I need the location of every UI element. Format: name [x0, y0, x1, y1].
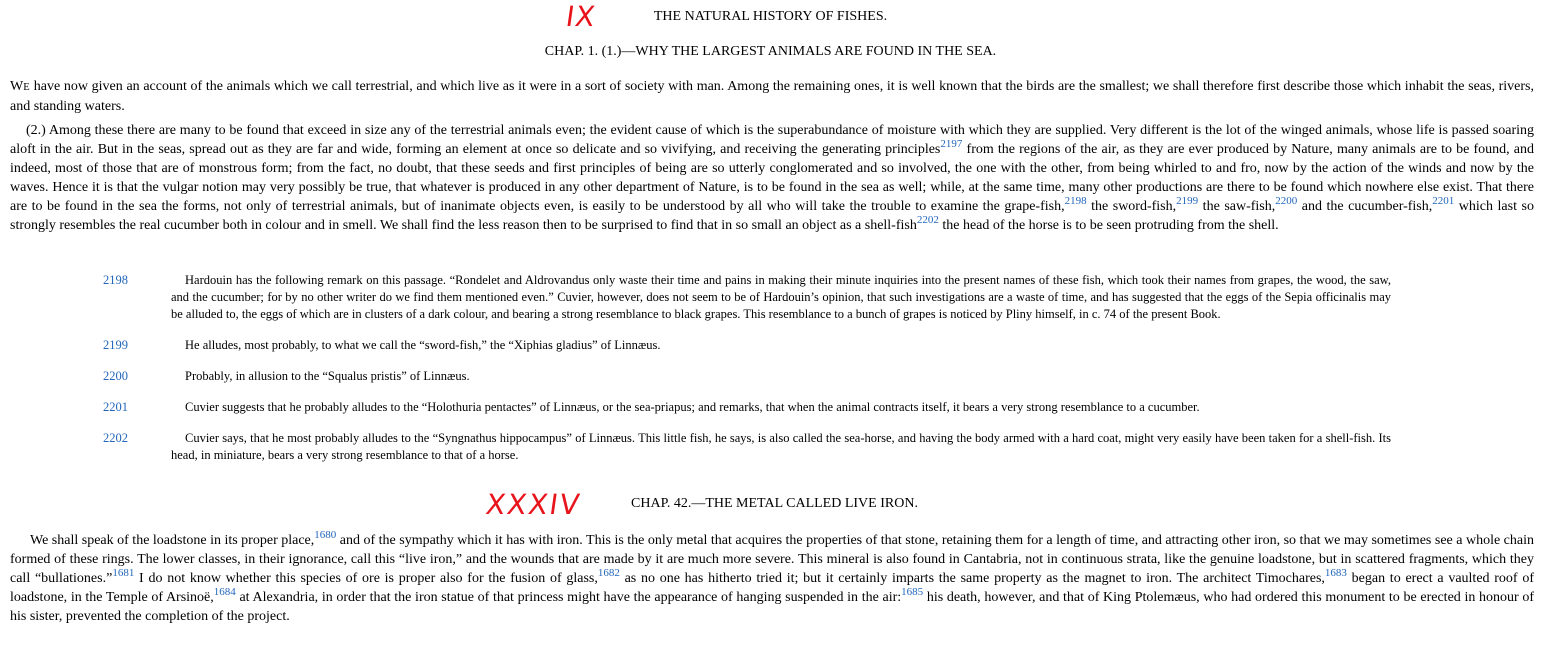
footnote-number[interactable]: 2202	[103, 431, 128, 445]
footnote-ref-2197[interactable]: 2197	[940, 138, 963, 150]
footnote-ref-2199[interactable]: 2199	[1176, 195, 1199, 207]
footnote-number[interactable]: 2201	[103, 400, 128, 414]
chapter-42-paragraph: We shall speak of the loadstone in its proper place,$^{1680}$ and of the sympathy which it has with iron. This is the only metal that acquires the properties of that stone, retaining them for a length of time, and attracting other iron, so that we may sometimes see a whole chain formed of these rings. The lower classes, in their ignorance, call this “live iron,” and the wounds that are made by it are much more severe. This mineral is also found in Cantabria, not in continuous strata, like the genuine loadstone, but in scattered fragments, which they call “bullationes.”$^{1681}$ I do not know whether this species of ore is proper also for the fusion of glass,$^{1682}$ as no one has hitherto tried it; but it certainly imparts the same property as the magnet to iron. The architect Timochares,$^{1683}$ began to erect a vaulted roof of loadstone, in the Temple of Arsinoë,$^{1684}$ at Alexandria, in order that the iron statue of that princess might have the appearance of hanging suspended in the air:$^{1685}$ his death, however, and that of King Ptolemæus, who had ordered this monument to be erected in honour of his sister, prevented the completion of the project.	[10, 529, 1535, 624]
handwritten-roman-numeral-ix: IX	[563, 0, 598, 33]
footnote-text: Cuvier says, that he most probably alludes to the “Syngnathus hippocampus” of Linnæus. This little fish, he says, is also called the sea-horse, and having the body armed with a hard coat, might very easily have been taken for a shell-fish. Its head, in miniature, bears a very strong resemblance to that of a horse.	[171, 431, 1391, 462]
footnote-ref-1680[interactable]: 1680	[314, 529, 337, 541]
footnote-2200	[103, 368, 1391, 385]
footnote-ref-2201[interactable]: 2201	[1432, 195, 1455, 207]
footnote-ref-2202[interactable]: 2202	[916, 214, 939, 226]
footnote-ref-1681[interactable]: 1681	[112, 567, 135, 579]
chapter-1-paragraph-1: WE have now given an account of the animals which we call terrestrial, and which live as it were in a sort of society with man. Among the remaining ones, it is well known that the birds are the smallest; we shall therefore first describe those which inhabit the seas, rivers, and standing waters.	[10, 79, 1534, 114]
book-title: THE NATURAL HISTORY OF FISHES.	[653, 9, 888, 24]
footnote-ref-1683[interactable]: 1683	[1324, 567, 1347, 579]
footnote-2199	[103, 337, 1391, 354]
footnote-text: Hardouin has the following remark on this passage. “Rondelet and Aldrovandus only waste their time and pains in making their minute inquiries into the present names of these fish, which took their names from grapes, the wood, the saw, and the cucumber; for by no other writer do we find them mentioned even.” Cuvier, however, does not seem to be of Hardouin’s opinion, that such investigations are a waste of time, and has suggested that the eggs of the Sepia officinalis may be alluded to, the eggs of which are in clusters of a dark colour, and bearing a strong resemblance to black grapes. This resemblance to a bunch of grapes is noticed by Pliny himself, in c. 74 of the present Book.	[171, 273, 1391, 321]
handwritten-roman-numeral-xxxiv: XXXIV	[483, 488, 584, 521]
footnote-text: Cuvier suggests that he probably alludes to the “Holothuria pentactes” of Linnæus, or the sea-priapus; and remarks, that when the animal contracts itself, it bears a very strong resemblance to a cucumber.	[185, 400, 1200, 414]
footnote-ref-1685[interactable]: 1685	[901, 586, 924, 598]
footnotes-list	[103, 272, 1391, 478]
chapter-1-paragraph-2: (2.) Among these there are many to be found that exceed in size any of the terrestrial animals even; the evident cause of which is the superabundance of moisture with which they are supplied. Very different is the lot of the winged animals, whose life is passed soaring aloft in the air. But in the seas, spread out as they are far and wide, forming an element at once so delicate and so vivifying, and receiving the generating principles$^{2197}$ from the regions of the air, as they are ever produced by Nature, many animals are to be found, and indeed, most of those that are of monstrous form; from the fact, no doubt, that these seeds and first principles of being are so utterly conglomerated and so involved, the one with the other, from being whirled to and fro, now by the action of the winds and now by the waves. Hence it is that the vulgar notion may very possibly be true, that whatever is produced in any other department of Nature, is to be found in the sea as well; while, at the same time, many other productions are there to be found which nowhere else exist. That there are to be found in the sea the forms, not only of terrestrial animals, but of inanimate objects even, is easily to be understood by all who will take the trouble to examine the grape-fish,$^{2198}$ the sword-fish,$^{2199}$ the saw-fish,$^{2200}$ and the cucumber-fish,$^{2201}$ which last so strongly resembles the real cucumber both in colour and in smell. We shall find the less reason then to be surprised to find that in so small an object as a shell-fish$^{2202}$ the head of the horse is to be seen protruding from the shell.	[10, 123, 1534, 233]
footnote-2198	[103, 272, 1391, 323]
footnote-ref-1682[interactable]: 1682	[597, 567, 620, 579]
footnote-number[interactable]: 2200	[103, 369, 128, 383]
footnote-2201	[103, 399, 1391, 416]
chapter-42-heading: CHAP. 42.—THE METAL CALLED LIVE IRON.	[631, 496, 918, 511]
footnote-ref-1684[interactable]: 1684	[213, 586, 236, 598]
footnote-2202	[103, 430, 1391, 464]
footnote-text: Probably, in allusion to the “Squalus pristis” of Linnæus.	[185, 369, 470, 383]
footnote-text: He alludes, most probably, to what we call the “sword-fish,” the “Xiphias gladius” of Linnæus.	[185, 338, 661, 352]
chapter-1-heading: CHAP. 1. (1.)—WHY THE LARGEST ANIMALS ARE FOUND IN THE SEA.	[544, 44, 997, 59]
footnote-number[interactable]: 2199	[103, 338, 128, 352]
footnote-ref-2200[interactable]: 2200	[1275, 195, 1298, 207]
footnote-number[interactable]: 2198	[103, 273, 128, 287]
footnote-ref-2198[interactable]: 2198	[1064, 195, 1087, 207]
